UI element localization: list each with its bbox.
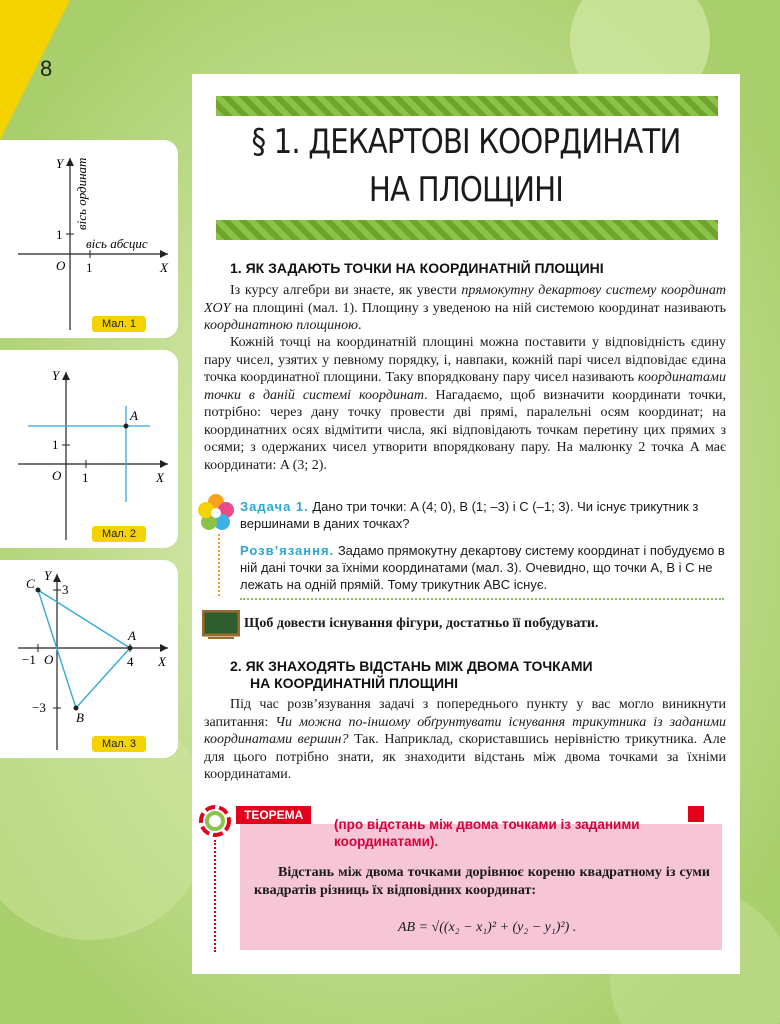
figure-1-caption: Мал. 1 bbox=[92, 316, 146, 332]
page-number: 8 bbox=[40, 56, 53, 81]
title-band-top bbox=[216, 96, 718, 116]
fig3-point-b: B bbox=[76, 710, 84, 725]
fig3-tick-y-neg: −3 bbox=[32, 700, 46, 715]
paragraph-3: Під час розв’язування задачі з попереднього пункту у вас могло виникнути запитання: Чи можна по-іншому обґрунтувати існування трикутника із заданими координатами вершин? Так. Наприклад, скориставшись нерівністю трикутника. Але для цього потрібно знати, як знаходити відстань між двома точками за їхніми координатами. bbox=[204, 697, 726, 782]
theorem-red-square bbox=[688, 806, 704, 822]
figure-3-card bbox=[0, 560, 178, 758]
subsection-1-heading: 1. ЯК ЗАДАЮТЬ ТОЧКИ НА КООРДИНАТНІЙ ПЛОЩИНІ bbox=[230, 260, 604, 276]
fig3-x-label: X bbox=[158, 654, 166, 669]
fig2-y-label: Y bbox=[52, 368, 60, 383]
fig3-tick-y-pos: 3 bbox=[62, 582, 69, 597]
fig1-y-axis-name: вісь ординат bbox=[74, 157, 89, 230]
fig2-tick-x: 1 bbox=[82, 470, 89, 485]
fig1-y-label: Y bbox=[56, 156, 64, 171]
title-band-bottom bbox=[216, 220, 718, 240]
figure-3-graph bbox=[0, 560, 178, 758]
figure-2-graph bbox=[0, 350, 178, 548]
figure-1-graph bbox=[0, 140, 178, 338]
fig3-tick-x-neg: −1 bbox=[22, 652, 36, 667]
fig3-point-a: A bbox=[128, 628, 136, 643]
subsection-2-heading-line1: 2. ЯК ЗНАХОДЯТЬ ВІДСТАНЬ МІЖ ДВОМА ТОЧКАМИ bbox=[230, 658, 593, 674]
task-1-solution: Розв’язання. Задамо прямокутну декартову систему координат і побудуємо в ній дані точки за їхніми координатами (мал. 3). Очевидно, що точки A, B і C не лежать на одній прямій. Тому трикутник ABC існує. bbox=[240, 543, 725, 592]
distance-formula: AB = √((x₂ − x₁)² + (y₂ − y₁)²) . bbox=[398, 920, 577, 935]
fig3-point-c: C bbox=[26, 576, 35, 591]
fig3-tick-x-pos: 4 bbox=[127, 654, 134, 669]
main-panel bbox=[192, 74, 740, 974]
theorem-icon bbox=[198, 804, 232, 838]
fig3-y-label: Y bbox=[44, 568, 52, 583]
task-1: Задача 1. Дано три точки: A (4; 0), B (1; –3) і C (–1; 3). Чи існує трикутник з вершинами в даних точках? bbox=[240, 499, 699, 531]
fig2-point-a: A bbox=[130, 408, 138, 423]
construction-note: Щоб довести існування фігури, достатньо її побудувати. bbox=[244, 616, 599, 631]
figure-1-card bbox=[0, 140, 178, 338]
section-title-line2: НА ПЛОЩИНІ bbox=[368, 170, 564, 210]
task-divider bbox=[240, 598, 724, 600]
theorem-subtitle: (про відстань між двома точками із заданими координатами). bbox=[334, 817, 640, 849]
fig1-x-axis-name: вісь абсцис bbox=[86, 236, 148, 251]
fig1-tick-y: 1 bbox=[56, 227, 63, 242]
flower-icon bbox=[196, 492, 236, 532]
paragraph-2: Кожній точці на координатній площині можна поставити у відповідність єдину пару чисел, узятих у певному порядку, і, навпаки, кожній парі чисел відповідає єдина точка координатної площини. Таку впорядковану пару чисел називають координатами точки в даній системі координат. Нагадаємо, щоб визначити координати точки, потрібно: через дану точку провести дві прямі, паралельні осям координат; на координатних осях відмітити числа, які відповідають точкам перетину цих прямих з осями; з одержаних чисел утворити впорядковану пару. На малюнку 2 точка A має координати: A (3; 2). bbox=[204, 335, 726, 473]
figure-3-caption: Мал. 3 bbox=[92, 736, 146, 752]
theorem-tag: ТЕОРЕМА bbox=[236, 806, 311, 824]
blackboard-icon bbox=[202, 610, 240, 640]
section-title-line1: § 1. ДЕКАРТОВІ КООРДИНАТИ bbox=[251, 122, 681, 162]
fig2-origin: O bbox=[52, 468, 62, 483]
figure-2-card bbox=[0, 350, 178, 548]
theorem-statement: Відстань між двома точками дорівнює кореню квадратному із суми квадратів різниць їх відповідних координат: bbox=[254, 865, 710, 898]
theorem-dotted-line bbox=[214, 840, 216, 952]
paragraph-1: Із курсу алгебри ви знаєте, як увести прямокутну декартову систему координат XOY на площині (мал. 1). Площину з уведеною на ній системою координат називають координатною площиною. bbox=[204, 283, 726, 333]
fig2-tick-y: 1 bbox=[52, 437, 59, 452]
fig1-tick-x: 1 bbox=[86, 260, 93, 275]
task-dotted-line bbox=[218, 534, 220, 596]
fig3-origin: O bbox=[44, 652, 54, 667]
fig1-origin: O bbox=[56, 258, 66, 273]
fig2-x-label: X bbox=[156, 470, 164, 485]
figure-2-caption: Мал. 2 bbox=[92, 526, 146, 542]
fig1-x-label: X bbox=[160, 260, 168, 275]
subsection-2-heading-line2: НА КООРДИНАТНІЙ ПЛОЩИНІ bbox=[250, 675, 459, 691]
